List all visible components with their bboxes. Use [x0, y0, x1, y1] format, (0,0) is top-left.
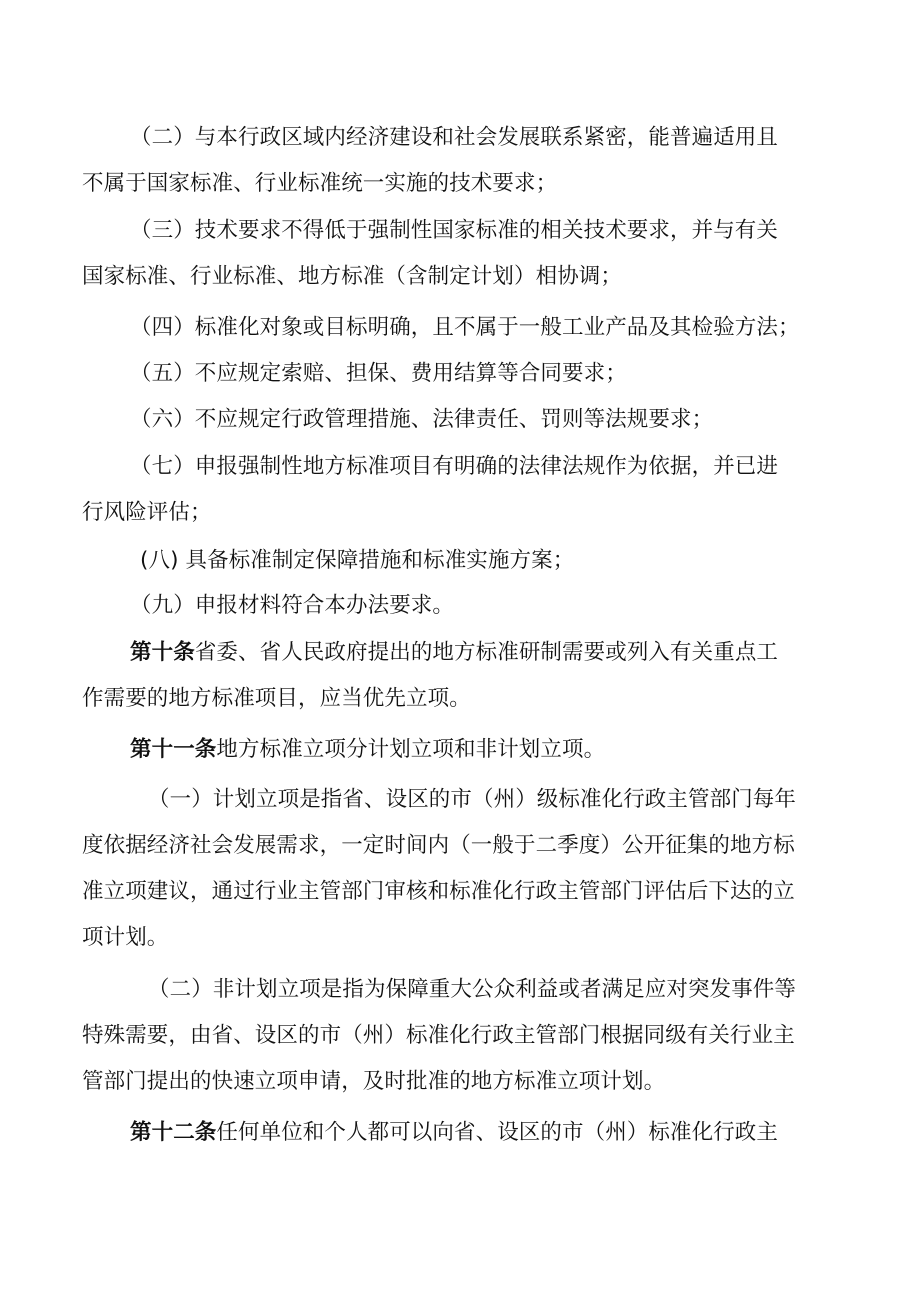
- article-heading-line: [130, 1118, 778, 1148]
- article-number: 第十二条: [130, 1120, 217, 1145]
- text-line: [130, 405, 713, 435]
- text-line: [82, 169, 557, 199]
- line-text: 作需要的地方标准项目，应当优先立项。: [82, 686, 471, 711]
- line-text: （二）非计划立项是指为保障重大公众利益或者满足应对突发事件等: [148, 977, 797, 1002]
- text-line: [82, 923, 168, 953]
- article-number: 第十一条: [130, 737, 217, 762]
- line-text: （三）技术要求不得低于强制性国家标准的相关技术要求，并与有关: [130, 218, 779, 243]
- article-heading-line: [130, 638, 778, 668]
- text-line: [130, 313, 800, 343]
- line-text: 省委、省人民政府提出的地方标准研制需要或列入有关重点工: [194, 640, 779, 665]
- text-line: [148, 785, 796, 815]
- line-text: （九）申报材料符合本办法要求。: [130, 593, 455, 618]
- text-line: [130, 359, 627, 389]
- line-text: 地方标准立项分计划立项和非计划立项。: [216, 737, 606, 762]
- text-line: [140, 546, 574, 576]
- line-text: （四）标准化对象或目标明确，且不属于一般工业产品及其检验方法；: [130, 315, 800, 340]
- text-line: [82, 262, 622, 292]
- line-text: （一）计划立项是指省、设区的市（州）级标准化行政主管部门每年: [148, 787, 797, 812]
- line-text: (八) 具备标准制定保障措施和标准实施方案；: [140, 548, 575, 573]
- article-heading-line: [130, 735, 605, 765]
- line-text: 管部门提出的快速立项申请，及时批准的地方标准立项计划。: [82, 1069, 666, 1094]
- text-line: [82, 877, 795, 907]
- text-line: [130, 123, 778, 153]
- line-text: 不属于国家标准、行业标准统一实施的技术要求；: [82, 171, 558, 196]
- text-line: [130, 216, 778, 246]
- line-text: 特殊需要，由省、设区的市（州）标准化行政主管部门根据同级有关行业主: [82, 1023, 795, 1048]
- line-text: 行风险评估；: [82, 500, 212, 525]
- text-line: [82, 684, 471, 714]
- text-line: [82, 1021, 795, 1051]
- line-text: 项计划。: [82, 925, 169, 950]
- line-text: 准立项建议，通过行业主管部门审核和标准化行政主管部门评估后下达的立: [82, 879, 795, 904]
- line-text: （七）申报强制性地方标准项目有明确的法律法规作为依据，并已进: [130, 454, 779, 479]
- text-line: [82, 498, 212, 528]
- text-line: [82, 831, 795, 861]
- text-line: [130, 591, 454, 621]
- line-text: （五）不应规定索赔、担保、费用结算等合同要求；: [130, 361, 627, 386]
- text-line: [130, 452, 778, 482]
- line-text: （六）不应规定行政管理措施、法律责任、罚则等法规要求；: [130, 407, 714, 432]
- line-text: 任何单位和个人都可以向省、设区的市（州）标准化行政主: [216, 1120, 779, 1145]
- article-number: 第十条: [130, 640, 195, 665]
- line-text: 度依据经济社会发展需求，一定时间内（一般于二季度）公开征集的地方标: [82, 833, 795, 858]
- line-text: 国家标准、行业标准、地方标准（含制定计划）相协调；: [82, 264, 623, 289]
- text-line: [148, 975, 796, 1005]
- text-line: [82, 1067, 665, 1097]
- line-text: （二）与本行政区域内经济建设和社会发展联系紧密，能普遍适用且: [130, 125, 779, 150]
